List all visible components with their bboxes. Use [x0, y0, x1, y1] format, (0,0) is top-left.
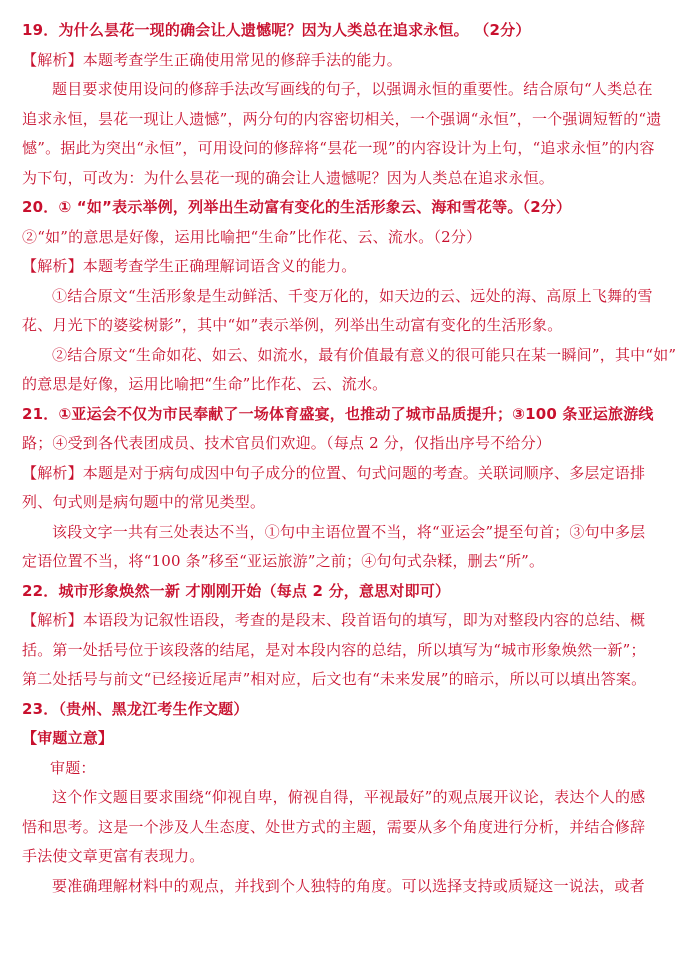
explanation-line: 括。第一处括号位于该段落的结尾，是对本段内容的总结，所以填写为“城市形象焕然一新”；	[22, 640, 646, 659]
answer-heading-line: 23．（贵州、黑龙江考生作文题）	[22, 699, 249, 718]
explanation-line: 题目要求使用设问的修辞手法改写画线的句子，以强调永恒的重要性。结合原句“人类总在	[52, 80, 653, 98]
answer-heading-line: 20．① “如”表示举例，列举出生动富有变化的生活形象云、海和雪花等。（2分）	[22, 198, 572, 216]
explanation-line: 定语位置不当，将“100 条”移至“亚运旅游”之前；④句句式杂糅，删去“所”。	[22, 552, 545, 570]
explanation-line: 的意思是好像，运用比喻把“生命”比作花、云、流水。	[22, 375, 388, 393]
explanation-line: 第二处括号与前文“已经接近尾声”相对应，后文也有“未来发展”的暗示，所以可以填出答案。	[22, 670, 647, 688]
explanation-line: 追求永恒，昙花一现让人遗憾”，两分句的内容密切相关，一个强调“永恒”，一个强调短暂的“遗	[22, 109, 662, 128]
explanation-line: 该段文字一共有三处表达不当，①句中主语位置不当，将“亚运会”提至句首；③句中多层	[52, 522, 646, 541]
explanation-line: 【解析】本语段为记叙性语段，考查的是段末、段首语句的填写，即为对整段内容的总结、概	[22, 611, 646, 629]
answer-heading-line: 19．为什么昙花一现的确会让人遗憾呢？因为人类总在追求永恒。 （2分）	[22, 21, 531, 39]
explanation-line: ②结合原文“生命如花、如云、如流水，最有价值最有意义的很可能只在某一瞬间”，其中“如”	[52, 345, 677, 364]
explanation-line: 列、句式则是病句题中的常见类型。	[22, 493, 266, 511]
explanation-line: 【解析】本题考查学生正确使用常见的修辞手法的能力。	[22, 50, 403, 69]
explanation-line: 要准确理解材料中的观点，并找到个人独特的角度。可以选择支持或质疑这一说法，或者	[52, 876, 645, 895]
explanation-line: ②“如”的意思是好像，运用比喻把“生命”比作花、云、流水。（2分）	[22, 227, 482, 246]
explanation-line: 手法使文章更富有表现力。	[22, 847, 205, 865]
explanation-line: 审题：	[50, 758, 96, 777]
explanation-line: 【解析】本题考查学生正确理解词语含义的能力。	[22, 257, 357, 275]
answer-heading-line: 22．城市形象焕然一新 才刚刚开始（每点 2 分，意思对即可）	[22, 581, 451, 600]
explanation-line: 花、月光下的婆娑树影”，其中“如”表示举例，列举出生动富有变化的生活形象。	[22, 316, 563, 334]
explanation-line: ①结合原文“生活形象是生动鲜活、千变万化的，如天边的云、远处的海、高原上飞舞的雪	[52, 286, 653, 305]
answer-heading-line: 【审题立意】	[22, 729, 114, 747]
explanation-line: 悟和思考。这是一个涉及人生态度、处世方式的主题，需要从多个角度进行分析，并结合修辞	[22, 817, 646, 836]
explanation-line: 这个作文题目要求围绕“仰视自卑，俯视自得，平视最好”的观点展开议论，表达个人的感	[52, 788, 646, 806]
explanation-line: 【解析】本题是对于病句成因中句子成分的位置、句式问题的考查。关联词顺序、多层定语排	[22, 463, 646, 482]
explanation-line: 憾”。据此为突出“永恒”，可用设问的修辞将“昙花一现”的内容设计为上句，“追求永恒”的内容	[22, 139, 655, 157]
answer-document	[22, 16, 677, 901]
answer-heading-line: 21．①亚运会不仅为市民奉献了一场体育盛宴，也推动了城市品质提升；③100 条亚运旅游线	[22, 404, 654, 423]
explanation-line: 路；④受到各代表团成员、技术官员们欢迎。（每点 2 分，仅指出序号不给分）	[22, 434, 551, 452]
explanation-line: 为下句，可改为：为什么昙花一现的确会让人遗憾呢？因为人类总在追求永恒。	[22, 168, 555, 187]
